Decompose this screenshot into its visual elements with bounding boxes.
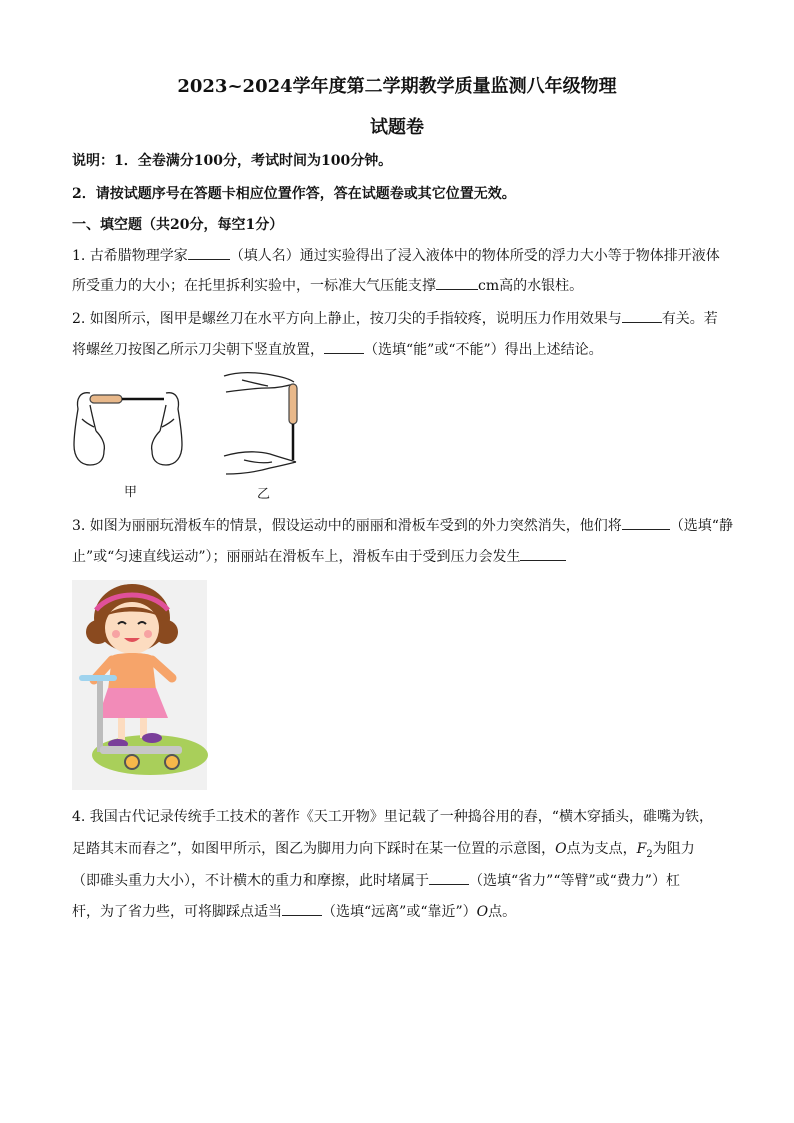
q1-text-a: 1. 古希腊物理学家: [72, 248, 188, 264]
screwdriver-horizontal-figure: [68, 385, 188, 470]
q1-text-d: cm高的水银柱。: [478, 278, 584, 294]
answer-blank: [188, 247, 230, 260]
answer-blank: [436, 277, 478, 290]
q3-text-a: 3. 如图为丽丽玩滑板车的情景，假设运动中的丽丽和滑板车受到的外力突然消失，他们将: [72, 518, 622, 534]
question-2-line-2: [72, 339, 603, 359]
girl-skirt: [98, 688, 168, 718]
q4-text-b3: 为阻力: [652, 841, 695, 857]
top-hand-outline: [224, 373, 294, 392]
bottom-hand-outline: [224, 452, 296, 474]
question-3-line-2: [72, 546, 566, 566]
question-3-line-1: [72, 515, 733, 535]
answer-blank: [282, 903, 322, 916]
q2-text-c: 将螺丝刀按图乙所示刀尖朝下竖直放置，: [72, 342, 324, 358]
q3-text-b: （选填“静: [669, 518, 733, 534]
q4-o-symbol: O: [476, 904, 489, 920]
section-heading: 一、填空题（共20分，每空1分）: [72, 217, 284, 233]
figure-caption-yi: 乙: [257, 487, 271, 502]
answer-blank: [324, 341, 364, 354]
q2-text-b: 有关。若: [661, 311, 718, 327]
q4-force-subscript: 2: [646, 848, 653, 860]
right-hand-outline: [152, 393, 182, 465]
q3-text-c: 止”或“匀速直线运动”）；丽丽站在滑板车上，滑板车由于受到压力会发生: [72, 549, 521, 565]
scooter-wheel-back: [165, 755, 179, 769]
cheek-right: [144, 630, 152, 638]
q4-text-d1: 杆，为了省力些，可将脚踩点适当: [72, 904, 282, 920]
exam-subtitle: 试题卷: [370, 117, 424, 138]
girl-scooter-illustration: [72, 580, 207, 790]
question-4-line-3: [72, 870, 680, 890]
question-4-line-4: [72, 901, 516, 921]
girl-leg-left: [118, 718, 125, 740]
scooter-deck: [100, 746, 182, 754]
q4-force-symbol: F: [636, 841, 647, 857]
screwdriver-handle: [90, 395, 122, 403]
q4-text-b1: 足踏其末而舂之”，如图甲所示，图乙为脚用力向下踩时在某一位置的示意图，: [72, 841, 556, 857]
q2-text-a: 2. 如图所示，图甲是螺丝刀在水平方向上静止，按刀尖的手指较疼，说明压力作用效果与: [72, 311, 622, 327]
q4-text-b2: 点为支点，: [566, 841, 637, 857]
exam-title: 2023~2024学年度第二学期教学质量监测八年级物理: [177, 76, 617, 97]
scooter-wheel-front: [125, 755, 139, 769]
q1-text-c: 所受重力的大小；在托里拆利实验中，一标准大气压能支撑: [72, 278, 436, 294]
instruction-line-1: 说明：1．全卷满分100分，考试时间为100分钟。: [72, 153, 393, 169]
screwdriver-vertical-figure: [222, 370, 312, 480]
q4-text-a: 4. 我国古代记录传统手工技术的著作《天工开物》里记载了一种捣谷用的舂，“横木穿插头，碓嘴为铁，: [72, 809, 713, 825]
q4-text-c1: （即碓头重力大小），不计横木的重力和摩擦，此时堵属于: [72, 873, 429, 889]
q1-text-b: （填人名）通过实验得出了浸入液体中的物体所受的浮力大小等于物体排开液体: [229, 248, 720, 264]
q4-o-symbol: O: [555, 841, 567, 857]
answer-blank: [622, 517, 670, 530]
answer-blank: [520, 548, 566, 561]
cheek-left: [112, 630, 120, 638]
figure-caption-jia: 甲: [124, 485, 138, 500]
question-1-line-2: [72, 275, 583, 295]
screwdriver-handle: [289, 384, 297, 424]
q4-text-d2: （选填“远离”或“靠近”）: [322, 904, 477, 920]
q2-text-d: （选填“能”或“不能”）得出上述结论。: [364, 342, 603, 358]
girl-shoe-right: [142, 733, 162, 743]
question-4-line-2: [72, 838, 695, 860]
question-4-line-1: [72, 806, 713, 826]
answer-blank: [429, 872, 469, 885]
q4-text-d3: 点。: [488, 904, 517, 920]
question-1-line-1: [72, 245, 720, 265]
q4-text-c2: （选填“省力”“等臂”或“费力”）杠: [469, 873, 680, 889]
answer-blank: [622, 310, 662, 323]
question-2-line-1: [72, 308, 718, 328]
instruction-line-2: 2．请按试题序号在答题卡相应位置作答，答在试题卷或其它位置无效。: [72, 186, 516, 202]
